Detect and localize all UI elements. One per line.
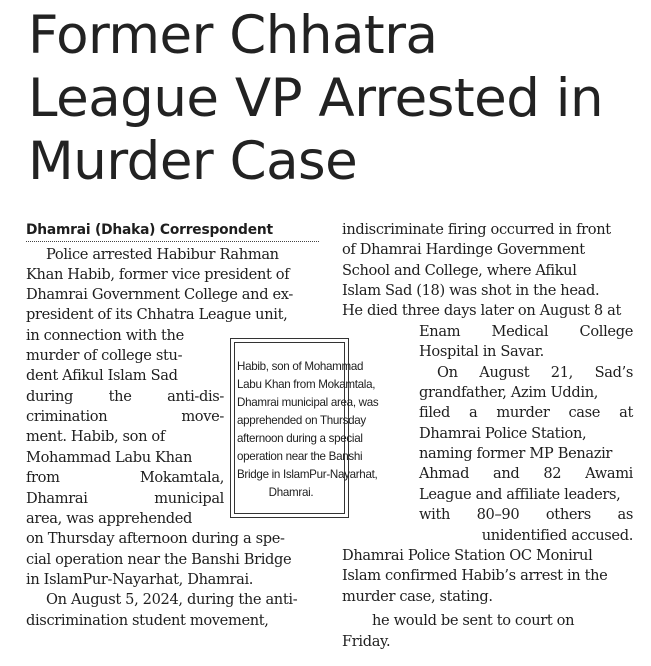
- body-line: Dhamrai municipal: [26, 490, 224, 507]
- byline-divider: [26, 241, 319, 242]
- body-line: during the anti-dis-: [26, 388, 224, 405]
- body-line: of Dhamrai Hardinge Government: [342, 241, 585, 258]
- body-line: Hospital in Savar.: [419, 343, 544, 360]
- pull-quote-line: Dhamrai municipal area, was: [237, 396, 379, 409]
- pull-quote-line: afternoon during a special: [237, 432, 363, 445]
- body-line: On August 21, Sad’s: [437, 364, 633, 381]
- body-line: president of its Chhatra League unit,: [26, 306, 288, 323]
- body-line: Friday.: [342, 633, 391, 650]
- body-line: indiscriminate firing occurred in front: [342, 221, 611, 238]
- body-line: Enam Medical College: [419, 323, 633, 340]
- body-line: area, was apprehended: [26, 510, 193, 527]
- body-line: Ahmad and 82 Awami: [419, 465, 633, 482]
- headline-line: Former Chhatra: [28, 5, 438, 66]
- pull-quote-line: Labu Khan from Mokamtala,: [237, 378, 376, 391]
- body-line: Khan Habib, former vice president of: [26, 266, 290, 283]
- headline: [28, 4, 638, 193]
- body-line: he would be sent to court on: [372, 612, 575, 629]
- body-line: grandfather, Azim Uddin,: [419, 384, 599, 401]
- body-line: murder case, stating.: [342, 588, 493, 605]
- byline: Dhamrai (Dhaka) Correspondent: [26, 222, 273, 238]
- body-line: Dhamrai Government College and ex-: [26, 286, 293, 303]
- body-line: with 80–90 others as: [419, 506, 633, 523]
- body-line: crimination move-: [26, 408, 224, 425]
- body-line: ment. Habib, son of: [26, 428, 165, 445]
- body-line: murder of college stu-: [26, 347, 183, 364]
- body-line: Mohammad Labu Khan: [26, 449, 193, 466]
- body-line: Dhamrai Police Station OC Monirul: [342, 547, 593, 564]
- body-line: Dhamrai Police Station,: [419, 425, 587, 442]
- body-line: School and College, where Afikul: [342, 262, 577, 279]
- body-line: Islam confirmed Habib’s arrest in the: [342, 567, 608, 584]
- body-line: naming former MP Benazir: [419, 445, 613, 462]
- body-line: He died three days later on August 8 at: [342, 302, 622, 319]
- body-line: On August 5, 2024, during the anti-: [46, 591, 298, 608]
- pull-quote-line: Bridge in IslamPur-Nayarhat,: [237, 468, 378, 481]
- body-line: discrimination student movement,: [26, 612, 269, 629]
- body-line: on Thursday afternoon during a spe-: [26, 530, 285, 547]
- body-line: in IslamPur-Nayarhat, Dhamrai.: [26, 571, 254, 588]
- body-line: League and affiliate leaders,: [419, 486, 621, 503]
- body-line: from Mokamtala,: [26, 469, 224, 486]
- body-line: cial operation near the Banshi Bridge: [26, 551, 292, 568]
- pull-quote-line: apprehended on Thursday: [237, 414, 366, 427]
- headline-line: League VP Arrested in: [28, 68, 604, 129]
- body-line: in connection with the: [26, 327, 184, 344]
- body-line: dent Afikul Islam Sad: [26, 367, 178, 384]
- body-line: Islam Sad (18) was shot in the head.: [342, 282, 600, 299]
- body-line: filed a murder case at: [419, 404, 633, 421]
- body-line: Police arrested Habibur Rahman: [46, 246, 279, 263]
- headline-line: Murder Case: [28, 131, 358, 192]
- pull-quote-line: Habib, son of Mohammad: [237, 360, 364, 373]
- pull-quote-line: operation near the Banshi: [237, 450, 363, 463]
- body-line: unidentified accused.: [481, 527, 633, 544]
- pull-quote-line: Dhamrai.: [268, 486, 314, 499]
